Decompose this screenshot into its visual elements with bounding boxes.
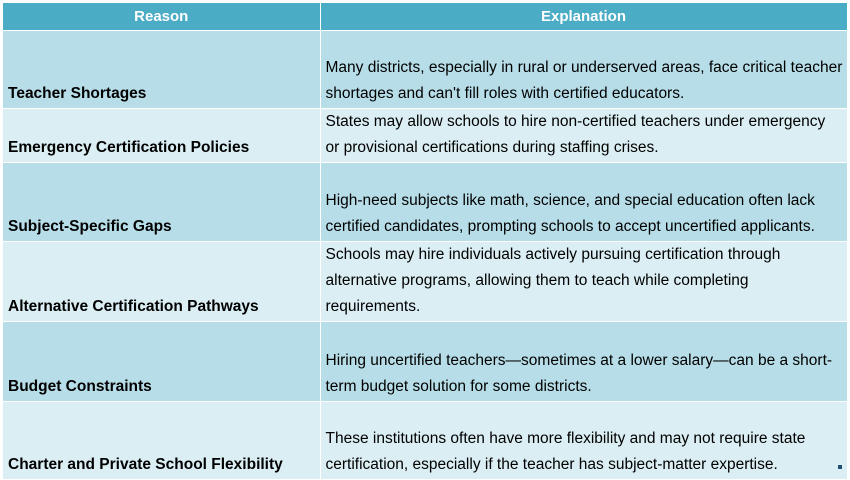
reason-cell[interactable]: Budget Constraints [3, 322, 320, 402]
table-row [3, 322, 847, 402]
column-header-explanation[interactable]: Explanation [320, 3, 847, 31]
explanation-cell[interactable]: High-need subjects like math, science, and special education often lack certified candidates, prompting schools to accept uncertified applicants. [320, 163, 847, 242]
column-header-reason[interactable]: Reason [3, 3, 320, 31]
reason-cell[interactable]: Alternative Certification Pathways [3, 242, 320, 322]
reason-cell[interactable]: Emergency Certification Policies [3, 109, 320, 163]
table-row [3, 109, 847, 163]
explanation-cell[interactable]: Many districts, especially in rural or underserved areas, face critical teacher shortages and can't fill roles with certified educators. [320, 31, 847, 109]
reasons-table [3, 3, 848, 480]
table-row [3, 31, 847, 109]
explanation-cell[interactable]: These institutions often have more flexibility and may not require state certification, especially if the teacher has subject-matter expertise. [320, 402, 847, 480]
table-row [3, 242, 847, 322]
table-resize-handle[interactable] [838, 465, 842, 469]
reason-cell[interactable]: Charter and Private School Flexibility [3, 402, 320, 480]
explanation-cell[interactable]: States may allow schools to hire non-certified teachers under emergency or provisional certifications during staffing crises. [320, 109, 847, 163]
table-header-row [3, 3, 847, 31]
explanation-cell[interactable]: Hiring uncertified teachers—sometimes at a lower salary—can be a short-term budget solution for some districts. [320, 322, 847, 402]
table-row [3, 163, 847, 242]
explanation-cell[interactable]: Schools may hire individuals actively pursuing certification through alternative programs, allowing them to teach while completing requirements. [320, 242, 847, 322]
reason-cell[interactable]: Teacher Shortages [3, 31, 320, 109]
reason-cell[interactable]: Subject-Specific Gaps [3, 163, 320, 242]
table-row [3, 402, 847, 480]
